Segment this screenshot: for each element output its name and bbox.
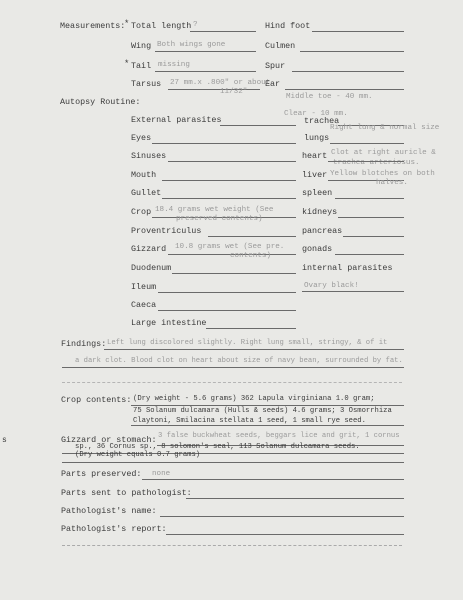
- lungs-label: lungs: [304, 133, 330, 143]
- mouth-label: Mouth: [131, 170, 157, 180]
- caeca-label: Caeca: [131, 300, 157, 310]
- eyes-label: Eyes: [131, 133, 152, 143]
- eyes-line: [152, 143, 296, 144]
- gizzard-stomach-line-3: [62, 462, 404, 463]
- kidneys-label: kidneys: [302, 207, 338, 217]
- gizzard-stomach-text-2: sp., 36 Cornus sp., 8 solomon's seal, 113 Solanum dulcamara seeds.: [75, 443, 360, 451]
- asterisk-mark: *: [124, 59, 130, 69]
- lungs-line: [330, 143, 404, 144]
- kidneys-line: [338, 217, 404, 218]
- total-length-line: [190, 31, 256, 32]
- autopsy-routine-label: Autopsy Routine:: [60, 97, 141, 107]
- pancreas-line: [343, 236, 404, 237]
- parts-sent-line: [186, 498, 404, 499]
- tarsus-value-2: 11/32": [220, 88, 248, 96]
- wing-value: Both wings gone: [157, 41, 226, 49]
- gizzard-stomach-text-1: 3 false buckwheat seeds, beggars lice and grit, 1 cornus: [158, 432, 400, 440]
- large-intestine-label: Large intestine: [131, 318, 207, 328]
- culmen-line: [300, 51, 404, 52]
- asterisk-mark: *: [124, 19, 130, 29]
- gizzard-label: Gizzard: [131, 244, 167, 254]
- report-line-2: [62, 545, 402, 546]
- heart-label: heart: [302, 151, 328, 161]
- spur-line: [292, 71, 404, 72]
- duodenum-line: [172, 273, 296, 274]
- gizzard-value-2: contents): [230, 252, 272, 260]
- lungs-value-2: trachea arteriosus.: [333, 159, 420, 167]
- pathologist-report-line: [166, 534, 404, 535]
- tail-line: [155, 71, 256, 72]
- spleen-label: spleen: [302, 188, 333, 198]
- gizzard-value: 10.8 grams wet (See pre.: [175, 243, 285, 251]
- dashed-separator: [62, 382, 402, 383]
- sinuses-line: [168, 161, 296, 162]
- ileum-line: [158, 292, 296, 293]
- proventriculus-line: [208, 236, 296, 237]
- trachea-value: Clear - 10 mm.: [284, 110, 348, 118]
- pathologist-name-label: Pathologist's name:: [61, 506, 157, 516]
- ovary-value: Ovary black!: [304, 282, 359, 290]
- internal-parasites-line: [302, 291, 404, 292]
- crop-label: Crop: [131, 207, 152, 217]
- sinuses-label: Sinuses: [131, 151, 167, 161]
- parts-preserved-label: Parts preserved:: [61, 469, 142, 479]
- external-parasites-line: [220, 125, 296, 126]
- parts-sent-label: Parts sent to pathologist:: [61, 488, 192, 498]
- caeca-line: [158, 310, 296, 311]
- external-parasites-label: External parasites: [131, 115, 222, 125]
- total-length-value: ?: [193, 21, 198, 29]
- liver-label: liver: [302, 170, 328, 180]
- heart-value: Clot at right auricle &: [331, 149, 436, 157]
- culmen-label: Culmen: [265, 41, 296, 51]
- pathologist-report-label: Pathologist's report:: [61, 524, 167, 534]
- ileum-label: Ileum: [131, 282, 157, 292]
- crop-contents-text-3: Claytoni, Smilacina stellata 1 seed, 1 small rye seed.: [133, 417, 366, 425]
- crop-value: 18.4 grams wet weight (See: [155, 206, 274, 214]
- heart-line: [328, 161, 404, 162]
- hind-foot-label: Hind foot: [265, 21, 311, 31]
- parts-preserved-value: none: [152, 470, 171, 478]
- gonads-line: [335, 254, 404, 255]
- duodenum-label: Duodenum: [131, 263, 172, 273]
- margin-mark: s: [2, 436, 7, 445]
- gullet-line: [162, 198, 296, 199]
- ear-line: [285, 89, 404, 90]
- hind-foot-line: [312, 31, 404, 32]
- wing-label: Wing: [131, 41, 152, 51]
- findings-line-2: [62, 367, 404, 368]
- spur-label: Spur: [265, 61, 286, 71]
- gizzard-stomach-text-3: (Dry weight equals 0.7 grams): [75, 451, 201, 459]
- crop-contents-text-1: (Dry weight - 5.6 grams) 362 Lapula virginiana 1.0 gram;: [133, 395, 375, 403]
- tail-value: missing: [158, 61, 190, 69]
- lungs-value: Right lung & normal size: [330, 124, 440, 132]
- gullet-label: Gullet: [131, 188, 162, 198]
- liver-value-2: halves.: [376, 179, 408, 187]
- spleen-line: [335, 198, 404, 199]
- trachea-label: trachea: [304, 116, 340, 126]
- internal-parasites-label: internal parasites: [302, 263, 393, 273]
- gizzard-stomach-label: Gizzard or stomach:: [61, 435, 157, 445]
- proventriculus-label: Proventriculus: [131, 226, 202, 236]
- ear-label: Ear: [265, 79, 281, 89]
- parts-preserved-line: [142, 479, 404, 480]
- middle-toe-value: Middle toe - 40 mm.: [286, 93, 373, 101]
- findings-text-1: Left lung discolored slightly. Right lung small, stringy, & of it: [107, 339, 388, 347]
- large-intestine-line: [206, 328, 296, 329]
- crop-contents-text-2: 75 Solanum dulcamara (Hulls & seeds) 4.6 grams; 3 Osmorrhiza: [133, 407, 392, 415]
- total-length-label: Total length: [131, 21, 192, 31]
- mouth-line: [162, 180, 296, 181]
- pancreas-label: pancreas: [302, 226, 343, 236]
- gonads-label: gonads: [302, 244, 333, 254]
- findings-label: Findings:: [61, 339, 107, 349]
- crop-contents-line-1: [131, 405, 404, 406]
- findings-line-1: [104, 349, 404, 350]
- tarsus-label: Tarsus: [131, 79, 162, 89]
- liver-value: Yellow blotches on both: [330, 170, 435, 178]
- findings-text-2: a dark clot. Blood clot on heart about size of navy bean, surrounded by fat.: [75, 357, 403, 365]
- tail-label: Tail: [131, 61, 152, 71]
- measurements-label: Measurements:: [60, 21, 126, 31]
- tarsus-value: 27 mm.x .800" or about: [170, 79, 271, 87]
- crop-value-2: preserved contents): [176, 215, 263, 223]
- pathologist-name-line: [160, 516, 404, 517]
- crop-contents-label: Crop contents:: [61, 395, 132, 405]
- wing-line: [155, 51, 256, 52]
